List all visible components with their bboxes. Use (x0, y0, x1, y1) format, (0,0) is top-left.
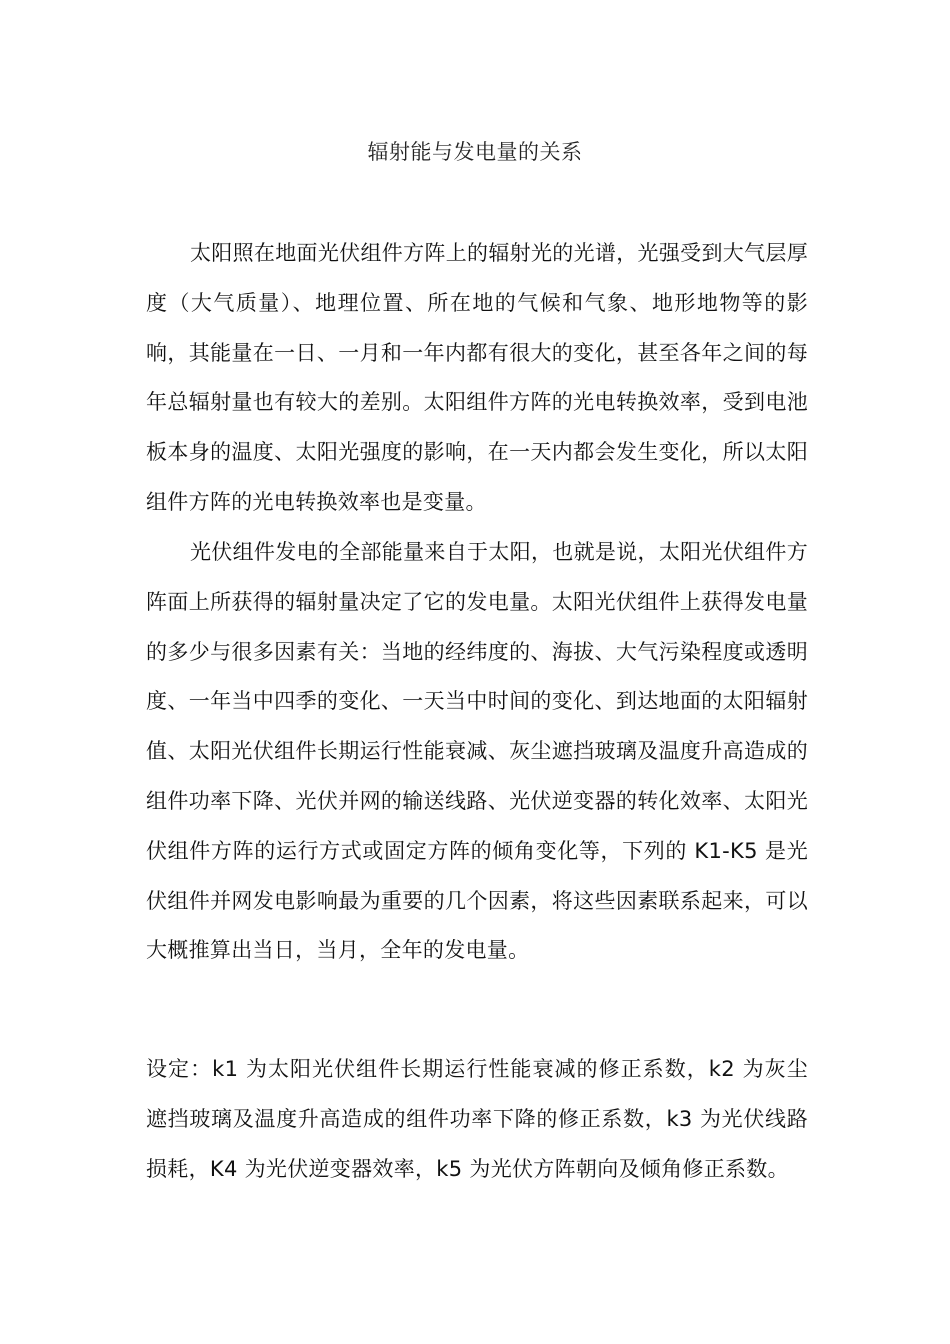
paragraph-text: 光伏组件发电的全部能量来自于太阳，也就是说，太阳光伏组件方阵面上所获得的辐射量决定了它的发电量。太阳光伏组件上获得发电量的多少与很多因素有关：当地的经纬度的、海拔、大气污染程度或透明度、一年当中四季的变化、一天当中时间的变化、到达地面的太阳辐射值、太阳光伏组件长期运行性能衰减、灰尘遮挡玻璃及温度升高造成的组件功率下降、光伏并网的输送线路、光伏逆变器的转化效率、太阳光伏组件方阵的运行方式或固定方阵的倾角变化等，下列的 K1-K5 是光伏组件并网发电影响最为重要的几个因素，将这些因素联系起来，可以大概推算出当日，当月，全年的发电量。 (146, 540, 808, 963)
paragraph-coefficient-definitions (146, 1045, 808, 1194)
paragraph-radiation-spectrum (146, 229, 808, 528)
paragraph-text: 设定：k1 为太阳光伏组件长期运行性能衰减的修正系数，k2 为灰尘遮挡玻璃及温度升高造成的组件功率下降的修正系数，k3 为光伏线路损耗，K4 为光伏逆变器效率，k5 为光伏方阵朝向及倾角修正系数。 (146, 1057, 808, 1181)
document-title: 辐射能与发电量的关系 (367, 140, 583, 164)
paragraph-power-generation-factors (146, 528, 808, 976)
paragraph-text: 太阳照在地面光伏组件方阵上的辐射光的光谱，光强受到大气层厚度（大气质量）、地理位置、所在地的气候和气象、地形地物等的影响，其能量在一日、一月和一年内都有很大的变化，甚至各年之间的每年总辐射量也有较大的差别。太阳组件方阵的光电转换效率，受到电池板本身的温度、太阳光强度的影响，在一天内都会发生变化，所以太阳组件方阵的光电转换效率也是变量。 (146, 241, 808, 514)
